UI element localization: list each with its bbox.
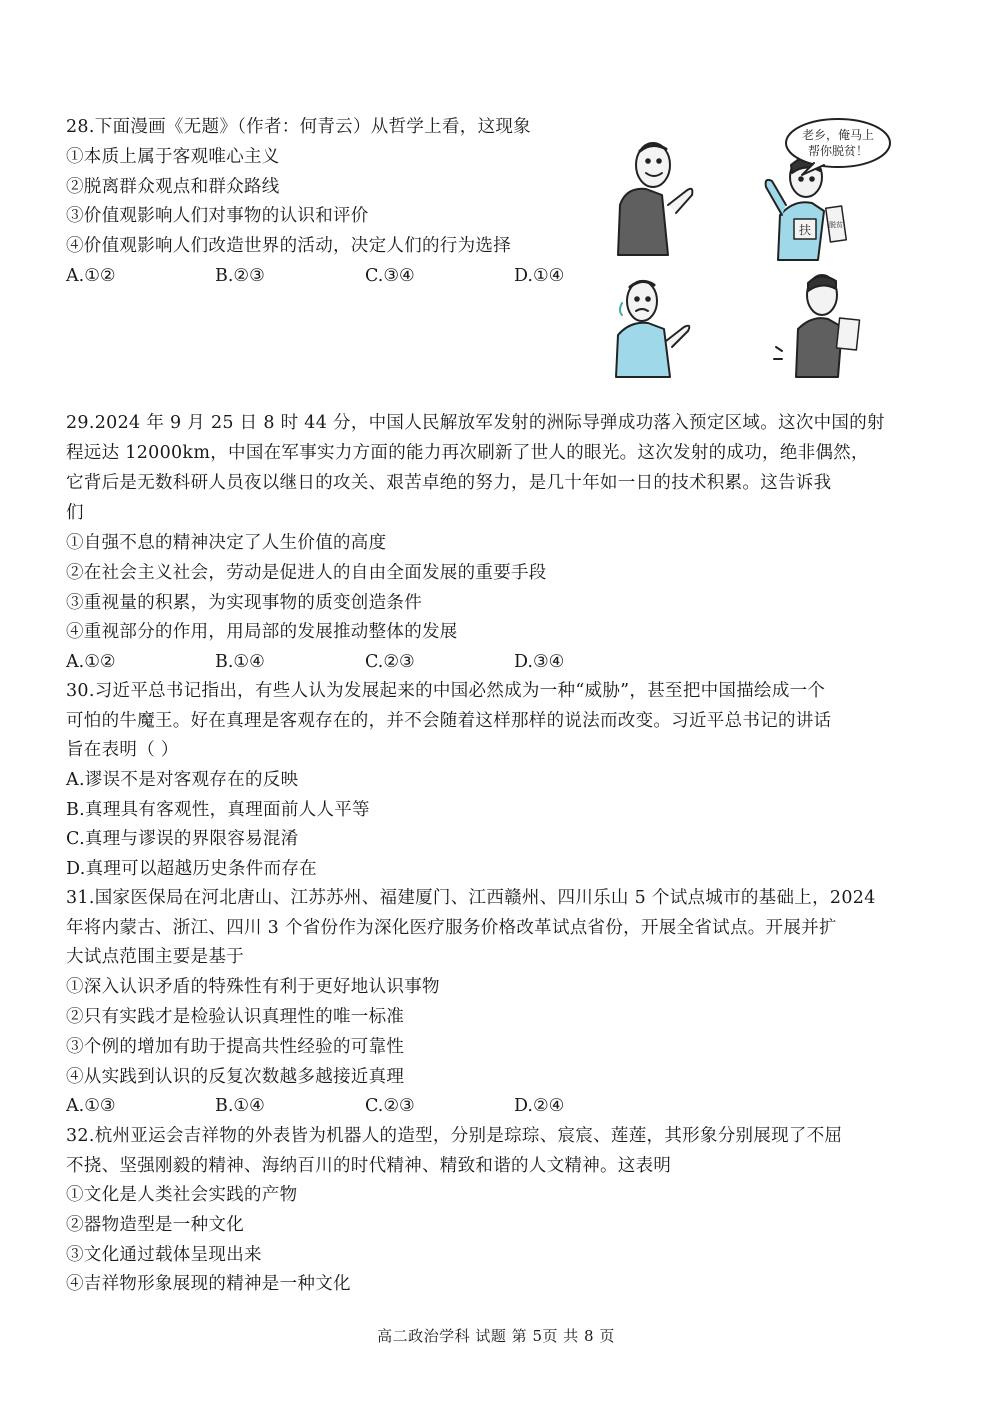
q32-stem-line-2: 不挠、坚强刚毅的精神、海纳百川的时代精神、精致和谐的人文精神。这表明 (66, 1156, 672, 1176)
q31-option-b: B.①④ (215, 1096, 265, 1116)
q31-item-2: ②只有实践才是检验认识真理性的唯一标准 (66, 1007, 405, 1027)
q32-item-1: ①文化是人类社会实践的产物 (66, 1185, 298, 1205)
villager-figure-1 (618, 143, 692, 255)
q30-option-a: A.谬误不是对客观存在的反映 (66, 770, 299, 790)
q29-stem-line-1: 29.2024 年 9 月 25 日 8 时 44 分，中国人民解放军发射的洲际导弹成功落入预定区域。这次中国的射 (66, 413, 885, 433)
official-figure-2 (774, 275, 860, 377)
q31-item-1: ①深入认识矛盾的特殊性有利于更好地认识事物 (66, 977, 440, 997)
q28-option-b: B.②③ (215, 266, 265, 286)
q28-stem: 28.下面漫画《无题》（作者：何青云）从哲学上看，这现象 (66, 117, 531, 137)
q31-stem-line-1: 31.国家医保局在河北唐山、江苏苏州、福建厦门、江西赣州、四川乐山 5 个试点城市的基础上，2024 (66, 888, 876, 908)
q28-item-3: ③价值观影响人们对事物的认识和评价 (66, 206, 369, 226)
q29-item-1: ①自强不息的精神决定了人生价值的高度 (66, 533, 387, 553)
q29-stem-line-2: 程远达 12000km，中国在军事实力方面的能力再次刷新了世人的眼光。这次发射的成功，绝非偶然， (66, 443, 869, 463)
q32-item-3: ③文化通过载体呈现出来 (66, 1245, 262, 1265)
speech-line-1: 老乡，俺马上 (801, 128, 875, 142)
page-footer: 高二政治学科 试题 第 5页 共 8 页 (377, 1327, 615, 1345)
q29-option-b: B.①④ (215, 652, 265, 672)
q30-stem-line-3: 旨在表明（ ） (66, 740, 179, 760)
q28-option-d: D.①④ (514, 266, 565, 286)
q31-option-a: A.①③ (66, 1096, 116, 1116)
q29-option-d: D.③④ (514, 652, 565, 672)
q32-item-4: ④吉祥物形象展现的精神是一种文化 (66, 1274, 351, 1294)
q31-option-d: D.②④ (514, 1096, 565, 1116)
q32-stem-line-1: 32.杭州亚运会吉祥物的外表皆为机器人的造型，分别是琮琮、宸宸、莲莲，其形象分别展现了不屈 (66, 1126, 843, 1146)
q28-option-a: A.①② (66, 266, 116, 286)
sign-text-left: 扶 (798, 223, 812, 237)
q29-item-4: ④重视部分的作用，用局部的发展推动整体的发展 (66, 622, 458, 642)
q31-item-3: ③个例的增加有助于提高共性经验的可靠性 (66, 1037, 405, 1057)
comic-illustration (606, 115, 911, 385)
q30-stem-line-2: 可怕的牛魔王。好在真理是客观存在的，并不会随着这样那样的说法而改变。习近平总书记的讲话 (66, 711, 832, 731)
q30-stem-line-1: 30.习近平总书记指出，有些人认为发展起来的中国必然成为一种“威胁”，甚至把中国描绘成一个 (66, 681, 826, 701)
q30-option-b: B.真理具有客观性，真理面前人人平等 (66, 800, 370, 820)
q32-item-2: ②器物造型是一种文化 (66, 1215, 244, 1235)
q29-option-c: C.②③ (365, 652, 415, 672)
q29-option-a: A.①② (66, 652, 116, 672)
q28-item-2: ②脱离群众观点和群众路线 (66, 177, 280, 197)
villager-figure-2 (616, 281, 689, 377)
q31-item-4: ④从实践到认识的反复次数越多越接近真理 (66, 1067, 405, 1087)
q28-item-4: ④价值观影响人们改造世界的活动，决定人们的行为选择 (66, 236, 511, 256)
q31-option-c: C.②③ (365, 1096, 415, 1116)
q30-option-d: D.真理可以超越历史条件而存在 (66, 859, 317, 879)
q31-stem-line-2: 年将内蒙古、浙江、四川 3 个省份作为深化医疗服务价格改革试点省份，开展全省试点。开展并扩 (66, 918, 837, 938)
q28-item-1: ①本质上属于客观唯心主义 (66, 147, 280, 167)
q29-item-3: ③重视量的积累，为实现事物的质变创造条件 (66, 593, 422, 613)
speech-line-2: 帮你脱贫！ (807, 144, 869, 158)
q29-stem-line-3: 它背后是无数科研人员夜以继日的攻关、艰苦卓绝的努力，是几十年如一日的技术积累。这告诉我 (66, 473, 832, 493)
q31-stem-line-3: 大试点范围主要是基于 (66, 947, 244, 967)
sign-text-right: 脱贫 (829, 221, 843, 229)
q28-option-c: C.③④ (365, 266, 415, 286)
q30-option-c: C.真理与谬误的界限容易混淆 (66, 829, 299, 849)
q29-item-2: ②在社会主义社会，劳动是促进人的自由全面发展的重要手段 (66, 563, 547, 583)
q29-stem-line-4: 们 (66, 503, 84, 523)
